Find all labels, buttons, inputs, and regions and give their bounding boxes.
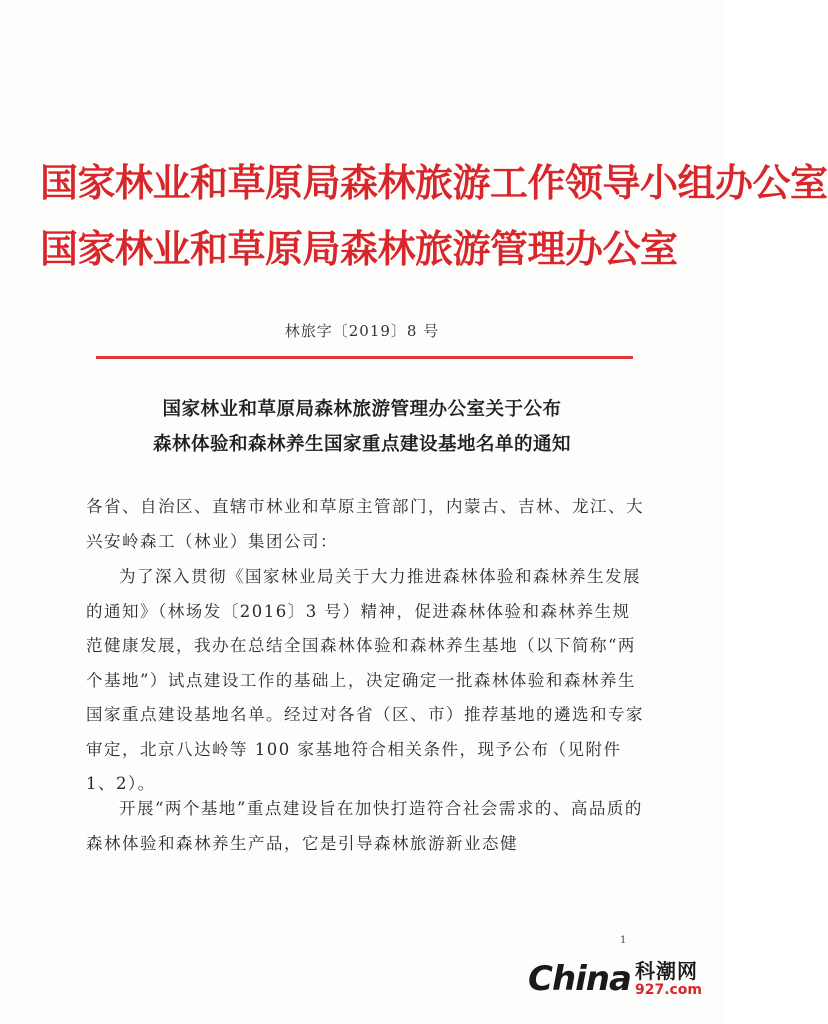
page-number: 1 bbox=[620, 935, 627, 946]
body-paragraph-1: 为了深入贯彻《国家林业局关于大力推进森林体验和森林养生发展的通知》（林场发〔2016〕3 号）精神，促进森林体验和森林养生规范健康发展，我办在总结全国森林体验和森林养生基地（以下简称“两个基地”）试点建设工作的基础上，决定确定一批森林体验和森林养生国家重点建设基地名单。经过对各省（区、市）推荐基地的遴选和专家审定，北京八达岭等 100 家基地符合相关条件，现予公布（见附件 1、2）。 bbox=[86, 567, 644, 793]
watermark-brand: China bbox=[528, 959, 631, 999]
body-paragraph-2: 开展“两个基地”重点建设旨在加快打造符合社会需求的、高品质的森林体验和森林养生产品，它是引导森林旅游新业态健 bbox=[86, 799, 643, 853]
watermark-site: 927.com bbox=[634, 982, 703, 998]
watermark-cn-name: 科潮网 bbox=[634, 959, 698, 983]
site-watermark-logo bbox=[528, 955, 718, 1003]
issuer-header-line-2: 国家林业和草原局森林旅游管理办公室 bbox=[40, 226, 678, 271]
red-divider bbox=[96, 356, 633, 359]
issuer-header-line-1: 国家林业和草原局森林旅游工作领导小组办公室 bbox=[40, 160, 828, 205]
addressee: 各省、自治区、直辖市林业和草原主管部门，内蒙古、吉林、龙江、大兴安岭森工（林业）集团公司： bbox=[86, 497, 644, 551]
document-title-line-1: 国家林业和草原局森林旅游管理办公室关于公布 bbox=[162, 399, 562, 420]
document-number: 林旅字〔2019〕8 号 bbox=[284, 322, 440, 340]
document-title-line-2: 森林体验和森林养生国家重点建设基地名单的通知 bbox=[152, 434, 571, 455]
